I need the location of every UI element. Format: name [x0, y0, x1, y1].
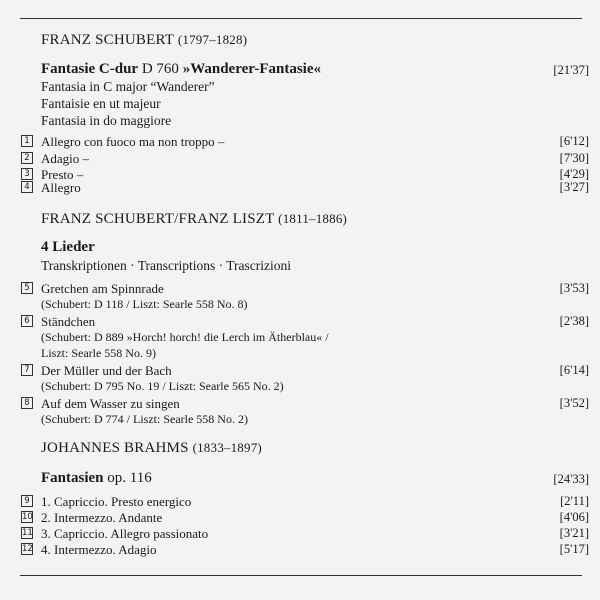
- track-duration: [3'21]: [559, 526, 589, 540]
- work-title: Fantasien op. 116: [41, 470, 152, 486]
- track-duration: [3'53]: [559, 281, 589, 295]
- track-number: 5: [21, 282, 33, 294]
- track-title: Der Müller und der Bach: [41, 363, 172, 378]
- track-number: 8: [21, 397, 33, 409]
- work-subtitle: Fantasia in do maggiore: [41, 113, 172, 128]
- top-rule: [20, 18, 582, 19]
- track-note: (Schubert: D 118 / Liszt: Searle 558 No. 8): [41, 297, 248, 311]
- track-title: 1. Capriccio. Presto energico: [41, 494, 192, 509]
- track-title: Allegro: [41, 180, 81, 195]
- track-duration: [6'14]: [559, 363, 589, 377]
- track-number: 12: [22, 544, 33, 554]
- work-title: 4 Lieder: [41, 239, 95, 255]
- track-number: 3: [21, 168, 33, 180]
- track-number: 1: [21, 135, 33, 147]
- track-title: Allegro con fuoco ma non troppo –: [41, 134, 225, 149]
- work-title: Fantasie C-dur D 760 »Wanderer-Fantasie«: [41, 61, 322, 77]
- track-note: (Schubert: D 795 No. 19 / Liszt: Searle 565 No. 2): [41, 379, 284, 393]
- composer-heading: JOHANNES BRAHMS (1833–1897): [41, 440, 262, 456]
- track-note: Liszt: Searle 558 No. 9): [41, 346, 156, 360]
- track-number: 7: [21, 364, 33, 376]
- track-title: 3. Capriccio. Allegro passionato: [41, 526, 209, 541]
- track-duration: [6'12]: [559, 134, 589, 148]
- track-note: (Schubert: D 889 »Horch! horch! die Lerch im Ätherblau« /: [41, 330, 329, 344]
- track-title: Ständchen: [41, 314, 96, 329]
- track-number: 4: [21, 181, 33, 193]
- track-number: 2: [21, 152, 33, 164]
- work-subtitle: Fantaisie en ut majeur: [41, 96, 161, 111]
- track-duration: [7'30]: [559, 151, 589, 165]
- track-title: Gretchen am Spinnrade: [41, 281, 164, 296]
- track-title: Auf dem Wasser zu singen: [41, 396, 180, 411]
- track-title: Adagio –: [41, 151, 90, 166]
- track-number: 10: [22, 512, 33, 522]
- track-number: 6: [21, 315, 33, 327]
- track-title: 4. Intermezzo. Adagio: [41, 542, 157, 557]
- track-duration: [2'38]: [559, 314, 589, 328]
- track-duration: [3'27]: [559, 180, 589, 194]
- track-duration: [2'11]: [560, 494, 589, 508]
- work-duration: [21'37]: [553, 63, 589, 77]
- track-duration: [3'52]: [559, 396, 589, 410]
- work-subtitle: Fantasia in C major “Wanderer”: [41, 79, 215, 94]
- track-duration: [5'17]: [559, 542, 589, 556]
- composer-heading: FRANZ SCHUBERT/FRANZ LISZT (1811–1886): [41, 211, 348, 227]
- track-duration: [4'06]: [559, 510, 589, 524]
- work-subtitle: Transkriptionen · Transcriptions · Trascrizioni: [41, 258, 292, 273]
- work-duration: [24'33]: [553, 472, 589, 486]
- bottom-rule: [20, 575, 582, 576]
- track-number: 11: [22, 528, 33, 538]
- track-title: 2. Intermezzo. Andante: [41, 510, 163, 525]
- track-note: (Schubert: D 774 / Liszt: Searle 558 No. 2): [41, 412, 248, 426]
- track-title: Presto –: [41, 167, 84, 182]
- composer-heading: FRANZ SCHUBERT (1797–1828): [41, 32, 248, 48]
- track-duration: [4'29]: [559, 167, 589, 181]
- track-number: 9: [21, 495, 33, 507]
